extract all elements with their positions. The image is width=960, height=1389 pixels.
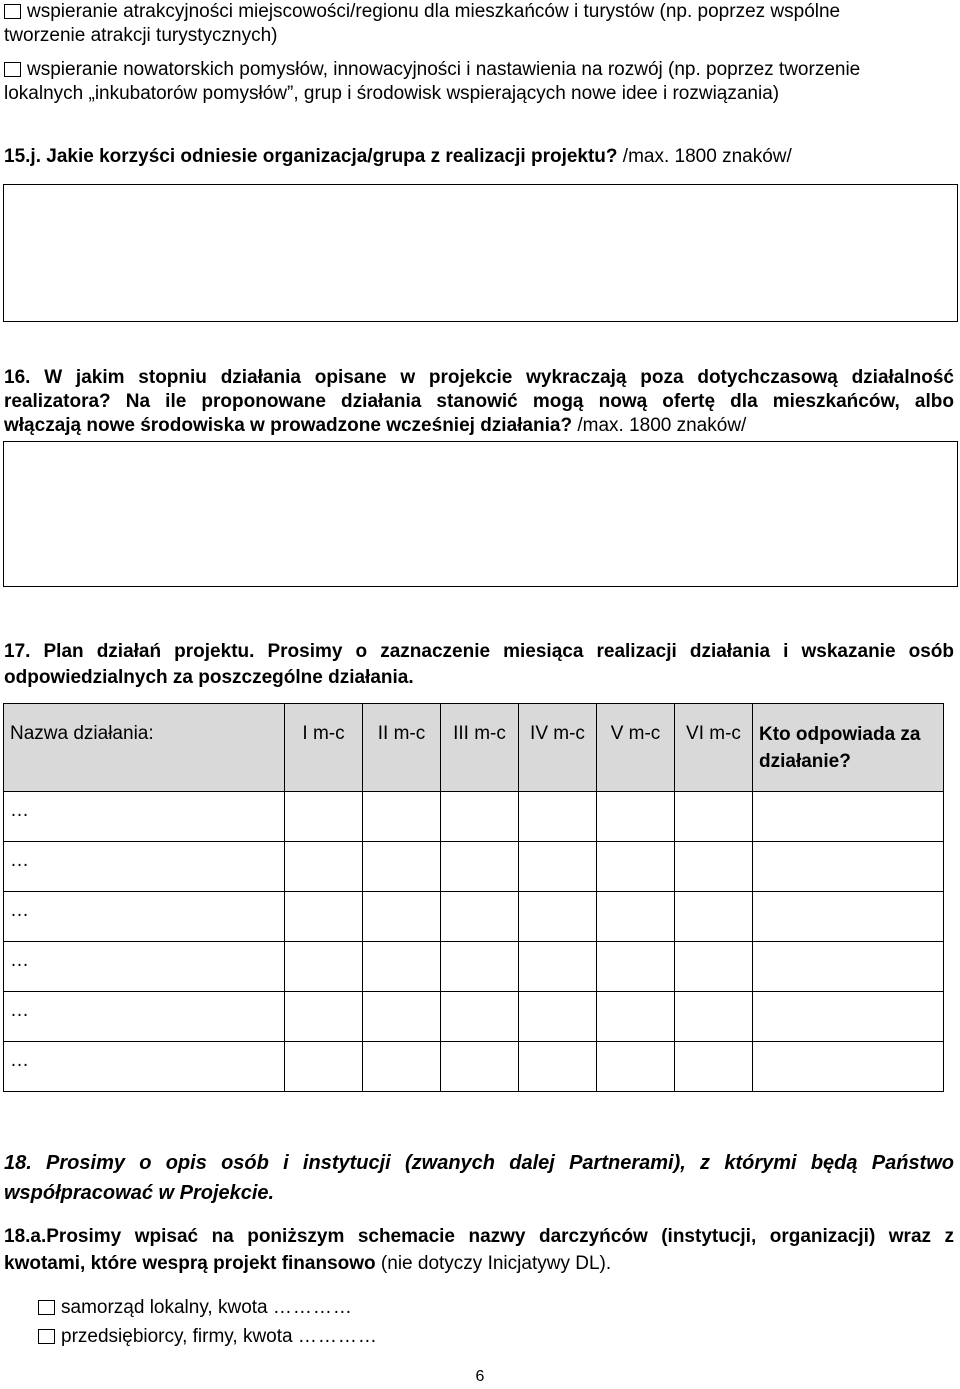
question-16-line1: 16. W jakim stopniu działania opisane w projekcie wykraczają poza dotychczasową działalność — [4, 367, 954, 388]
cell-month[interactable] — [519, 1042, 597, 1092]
cell-month[interactable] — [675, 842, 753, 892]
question-17-line1-rest: Prosimy o zaznaczenie miesiąca realizacji działania i wskazanie osób — [254, 641, 954, 662]
question-16-limit: /max. 1800 znaków/ — [572, 415, 747, 436]
question-18a-line2-rest: (nie dotyczy Inicjatywy DL). — [375, 1253, 612, 1274]
table-row — [4, 842, 944, 892]
option-local-government-dots: ………… — [272, 1297, 353, 1318]
cell-action-name[interactable]: … — [4, 992, 285, 1042]
cell-month[interactable] — [675, 942, 753, 992]
cell-month[interactable] — [597, 992, 675, 1042]
cell-action-name[interactable]: … — [4, 792, 285, 842]
header-responsible: Kto odpowiada za działanie? — [753, 704, 944, 792]
cell-month[interactable] — [285, 892, 363, 942]
cell-month[interactable] — [285, 842, 363, 892]
cell-month[interactable] — [597, 942, 675, 992]
cell-month[interactable] — [441, 892, 519, 942]
page-number: 6 — [475, 1368, 485, 1385]
cell-month[interactable] — [285, 792, 363, 842]
question-15j — [4, 145, 792, 169]
cell-month[interactable] — [363, 1042, 441, 1092]
question-16-line2 — [4, 390, 954, 414]
question-16-line2-bold: realizatora? — [4, 391, 111, 412]
cell-month[interactable] — [597, 1042, 675, 1092]
header-month-5: V m-c — [597, 704, 675, 792]
checkbox-companies[interactable] — [38, 1329, 55, 1344]
cell-month[interactable] — [441, 992, 519, 1042]
cell-responsible[interactable] — [753, 892, 944, 942]
header-month-2: II m-c — [363, 704, 441, 792]
cell-responsible[interactable] — [753, 792, 944, 842]
cell-month[interactable] — [441, 1042, 519, 1092]
cell-month[interactable] — [285, 1042, 363, 1092]
cell-month[interactable] — [285, 942, 363, 992]
option-innovation-line1: wspieranie nowatorskich pomysłów, innowacyjności i nastawienia na rozwój (np. poprzez tworzenie — [27, 59, 861, 80]
question-16-line3-text: włączają nowe środowiska w prowadzone wcześniej działania? — [4, 415, 573, 436]
option-companies — [38, 1325, 378, 1349]
table-row — [4, 792, 944, 842]
cell-month[interactable] — [441, 792, 519, 842]
cell-action-name[interactable]: … — [4, 942, 285, 992]
question-17-title: 17. Plan działań projektu. — [4, 641, 255, 662]
cell-month[interactable] — [441, 942, 519, 992]
checkbox-attractiveness[interactable] — [4, 4, 21, 19]
cell-month[interactable] — [597, 892, 675, 942]
question-16-line2-rest: Na ile proponowane działania stanowić mogą nową ofertę dla mieszkańców, albo — [110, 391, 954, 412]
header-month-1: I m-c — [285, 704, 363, 792]
cell-month[interactable] — [675, 1042, 753, 1092]
cell-month[interactable] — [519, 992, 597, 1042]
cell-month[interactable] — [519, 792, 597, 842]
cell-month[interactable] — [519, 842, 597, 892]
question-18a-line2 — [4, 1252, 611, 1276]
cell-month[interactable] — [675, 892, 753, 942]
table-row — [4, 992, 944, 1042]
header-month-3: III m-c — [441, 704, 519, 792]
cell-month[interactable] — [441, 842, 519, 892]
table-row — [4, 892, 944, 942]
cell-month[interactable] — [597, 792, 675, 842]
header-month-6: VI m-c — [675, 704, 753, 792]
action-plan-table — [3, 703, 944, 1092]
option-attractiveness-line1: wspieranie atrakcyjności miejscowości/regionu dla mieszkańców i turystów (np. poprzez wspólne — [27, 1, 841, 22]
answer-box-16[interactable] — [3, 441, 958, 587]
option-companies-label: przedsiębiorcy, firmy, kwota — [61, 1326, 298, 1347]
question-15j-text: 15.j. Jakie korzyści odniesie organizacja/grupa z realizacji projektu? — [4, 146, 618, 167]
question-18a-line1: 18.a.Prosimy wpisać na poniższym schemacie nazwy darczyńców (instytucji, organizacji) wraz z — [4, 1226, 954, 1247]
header-month-4: IV m-c — [519, 704, 597, 792]
cell-month[interactable] — [519, 942, 597, 992]
table-row — [4, 1042, 944, 1092]
option-innovation-cont: lokalnych „inkubatorów pomysłów”, grup i środowisk wspierających nowe idee i rozwiązania) — [4, 83, 780, 104]
option-local-government-label: samorząd lokalny, kwota — [61, 1297, 273, 1318]
question-18-line1: 18. Prosimy o opis osób i instytucji (zwanych dalej Partnerami), z którymi będą Państwo — [4, 1152, 954, 1174]
cell-action-name[interactable]: … — [4, 892, 285, 942]
cell-month[interactable] — [285, 992, 363, 1042]
checkbox-local-government[interactable] — [38, 1300, 55, 1315]
cell-month[interactable] — [675, 992, 753, 1042]
question-18-line2: współpracować w Projekcie. — [4, 1182, 275, 1204]
cell-month[interactable] — [519, 892, 597, 942]
option-innovation — [4, 58, 860, 82]
cell-responsible[interactable] — [753, 992, 944, 1042]
cell-action-name[interactable]: … — [4, 1042, 285, 1092]
table-header-row — [4, 704, 944, 792]
question-15j-limit: /max. 1800 znaków/ — [617, 146, 792, 167]
option-companies-dots: ………… — [297, 1326, 378, 1347]
question-17-line2: odpowiedzialnych za poszczególne działania. — [4, 667, 414, 688]
cell-month[interactable] — [675, 792, 753, 842]
checkbox-innovation[interactable] — [4, 62, 21, 77]
cell-responsible[interactable] — [753, 942, 944, 992]
cell-month[interactable] — [363, 942, 441, 992]
cell-month[interactable] — [363, 892, 441, 942]
cell-responsible[interactable] — [753, 1042, 944, 1092]
question-18a-line2-bold: kwotami, które wesprą projekt finansowo — [4, 1253, 376, 1274]
option-attractiveness-cont: tworzenie atrakcji turystycznych) — [4, 25, 278, 46]
question-17-line1 — [4, 640, 954, 664]
cell-month[interactable] — [363, 792, 441, 842]
table-row — [4, 942, 944, 992]
cell-month[interactable] — [363, 842, 441, 892]
answer-box-15j[interactable] — [3, 184, 958, 322]
cell-month[interactable] — [597, 842, 675, 892]
option-attractiveness — [4, 0, 840, 24]
cell-month[interactable] — [363, 992, 441, 1042]
header-action-name: Nazwa działania: — [4, 704, 285, 792]
cell-action-name[interactable]: … — [4, 842, 285, 892]
option-local-government — [38, 1296, 353, 1320]
question-16-line3 — [4, 414, 746, 438]
cell-responsible[interactable] — [753, 842, 944, 892]
